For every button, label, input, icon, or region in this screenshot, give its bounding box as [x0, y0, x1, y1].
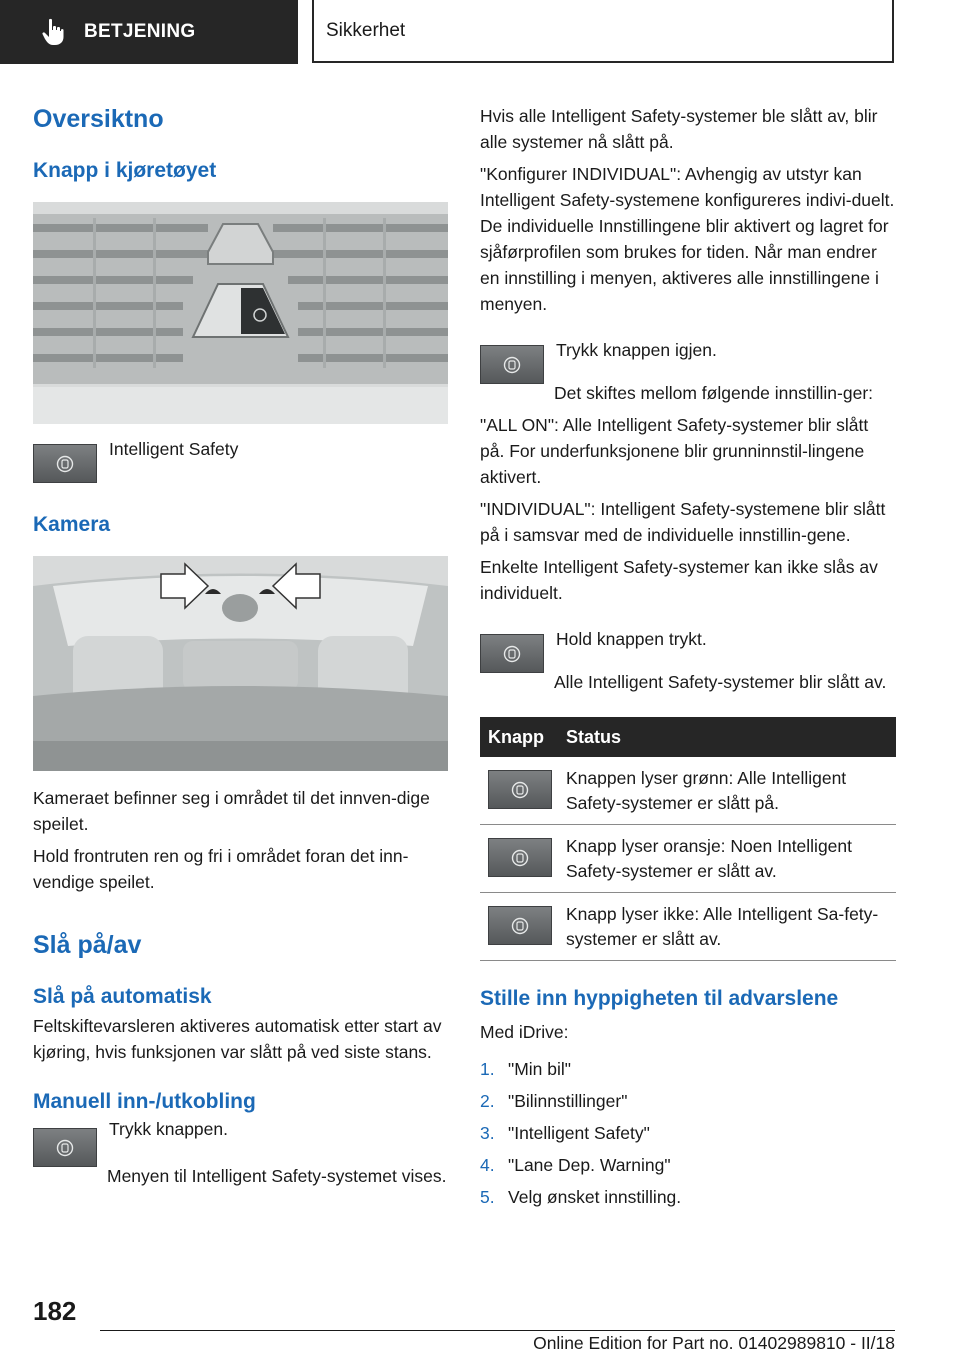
manual-press-text: Trykk knappen. — [109, 1119, 228, 1139]
step-number: 1. — [480, 1059, 495, 1079]
table-header-status: Status — [558, 717, 896, 757]
step-number: 2. — [480, 1091, 495, 1111]
intelligent-safety-button-icon — [480, 345, 544, 384]
intelligent-safety-button-icon — [488, 838, 552, 877]
dashboard-illustration — [33, 202, 448, 424]
header-section-tab — [0, 0, 298, 64]
camera-paragraph-1: Kameraet befinner seg i området til det innven-dige speilet. — [33, 788, 430, 834]
footer-edition: Online Edition for Part no. 01402989810 - II/18 — [533, 1333, 895, 1353]
step-number: 5. — [480, 1187, 495, 1207]
heading-overview: Oversiktno — [33, 105, 164, 133]
table-row — [480, 825, 896, 893]
step-text: "Min bil" — [508, 1059, 571, 1079]
all-off-paragraph: Hvis alle Intelligent Safety-systemer ble slått av, blir alle systemer nå slått på. — [480, 106, 878, 152]
intelligent-safety-button-icon — [480, 634, 544, 673]
press-again-text: Trykk knappen igjen. — [556, 340, 717, 360]
step-text: "Lane Dep. Warning" — [508, 1155, 671, 1175]
list-item — [480, 1053, 896, 1085]
all-on-paragraph: "ALL ON": Alle Intelligent Safety-systemer blir slått på. For underfunksjonene blir grunninnstil-lingene aktivert. — [480, 415, 869, 487]
list-item — [480, 1149, 896, 1181]
auto-on-paragraph: Feltskiftevarsleren aktiveres automatisk etter start av kjøring, hvis funksjonen var slått på ved siste stans. — [33, 1016, 442, 1062]
individual-paragraph: "INDIVIDUAL": Intelligent Safety-systemene blir slått på i samsvar med de individuelle innstillin-gene. — [480, 499, 886, 545]
intelligent-safety-button-icon — [33, 444, 97, 483]
status-table — [480, 717, 896, 961]
press-again-row — [480, 341, 896, 384]
all-off-result-text: Alle Intelligent Safety-systemer blir slått av. — [554, 672, 887, 692]
vehicle-button-photo — [33, 202, 448, 424]
right-column — [480, 96, 896, 1213]
safety-car-icon — [511, 849, 529, 867]
manual-press-row — [33, 1119, 448, 1167]
heading-camera: Kamera — [33, 513, 111, 536]
table-cell-status: Knapp lyser ikke: Alle Intelligent Sa-fety-systemer er slått av. — [558, 893, 896, 961]
safety-car-icon — [511, 917, 529, 935]
camera-paragraph-2: Hold frontruten ren og fri i området foran det inn-vendige speilet. — [33, 846, 409, 892]
hold-button-row — [480, 630, 896, 673]
camera-photo — [33, 556, 448, 771]
idrive-intro: Med iDrive: — [480, 1022, 569, 1042]
safety-car-icon — [503, 645, 521, 663]
step-number: 3. — [480, 1123, 495, 1143]
heading-button-in-vehicle: Knapp i kjøretøyet — [33, 159, 217, 182]
list-item — [480, 1181, 896, 1213]
manual-menu-text: Menyen til Intelligent Safety-systemet vises. — [107, 1166, 447, 1186]
idrive-steps — [480, 1053, 896, 1213]
header-section-title: BETJENING — [84, 21, 196, 42]
safety-car-icon — [503, 356, 521, 374]
left-column — [33, 96, 448, 1189]
step-text: Velg ønsket innstilling. — [508, 1187, 682, 1207]
hold-button-text: Hold knappen trykt. — [556, 629, 707, 649]
intelligent-safety-button-icon — [488, 906, 552, 945]
step-text: "Bilinnstillinger" — [508, 1091, 628, 1111]
heading-auto-on: Slå på automatisk — [33, 985, 212, 1008]
safety-car-icon — [511, 781, 529, 799]
list-item — [480, 1085, 896, 1117]
table-cell-icon — [480, 893, 558, 961]
table-row — [480, 893, 896, 961]
table-cell-status: Knapp lyser oransje: Noen Intelligent Safety-systemer er slått av. — [558, 825, 896, 893]
safety-car-icon — [56, 455, 74, 473]
header-chapter-tab — [312, 0, 894, 63]
table-cell-status: Knappen lyser grønn: Alle Intelligent Safety-systemer er slått på. — [558, 757, 896, 825]
heading-manual-toggle: Manuell inn-/utkobling — [33, 1090, 256, 1113]
table-row — [480, 757, 896, 825]
intelligent-safety-button-icon — [33, 1128, 97, 1167]
intelligent-safety-button-row — [33, 439, 448, 483]
safety-car-icon — [56, 1139, 74, 1157]
interior-illustration — [33, 556, 448, 771]
step-text: "Intelligent Safety" — [508, 1123, 650, 1143]
list-item — [480, 1117, 896, 1149]
page-number: 182 — [33, 1296, 77, 1326]
intelligent-safety-label: Intelligent Safety — [109, 439, 239, 459]
hand-pointer-icon — [42, 18, 64, 46]
intelligent-safety-button-icon — [488, 770, 552, 809]
table-cell-icon — [480, 825, 558, 893]
some-systems-paragraph: Enkelte Intelligent Safety-systemer kan ikke slås av individuelt. — [480, 557, 878, 603]
table-cell-icon — [480, 757, 558, 825]
switch-settings-text: Det skiftes mellom følgende innstillin-ger: — [554, 383, 874, 403]
table-header-button: Knapp — [480, 717, 558, 757]
step-number: 4. — [480, 1155, 495, 1175]
configure-individual-paragraph: "Konfigurer INDIVIDUAL": Avhengig av utstyr kan Intelligent Safety-systemene konfigureres indivi-duelt. De individuelle Innstillingene blir aktivert og lagret for sjåførprofilen som brukes for tiden. Når man endrer en innstilling i menyen, aktiveres alle innstillingene i menyen. — [480, 164, 895, 314]
heading-warning-frequency: Stille inn hyppigheten til advarslene — [480, 987, 839, 1010]
header-chapter-title: Sikkerhet — [326, 19, 406, 41]
heading-on-off: Slå på/av — [33, 931, 142, 959]
